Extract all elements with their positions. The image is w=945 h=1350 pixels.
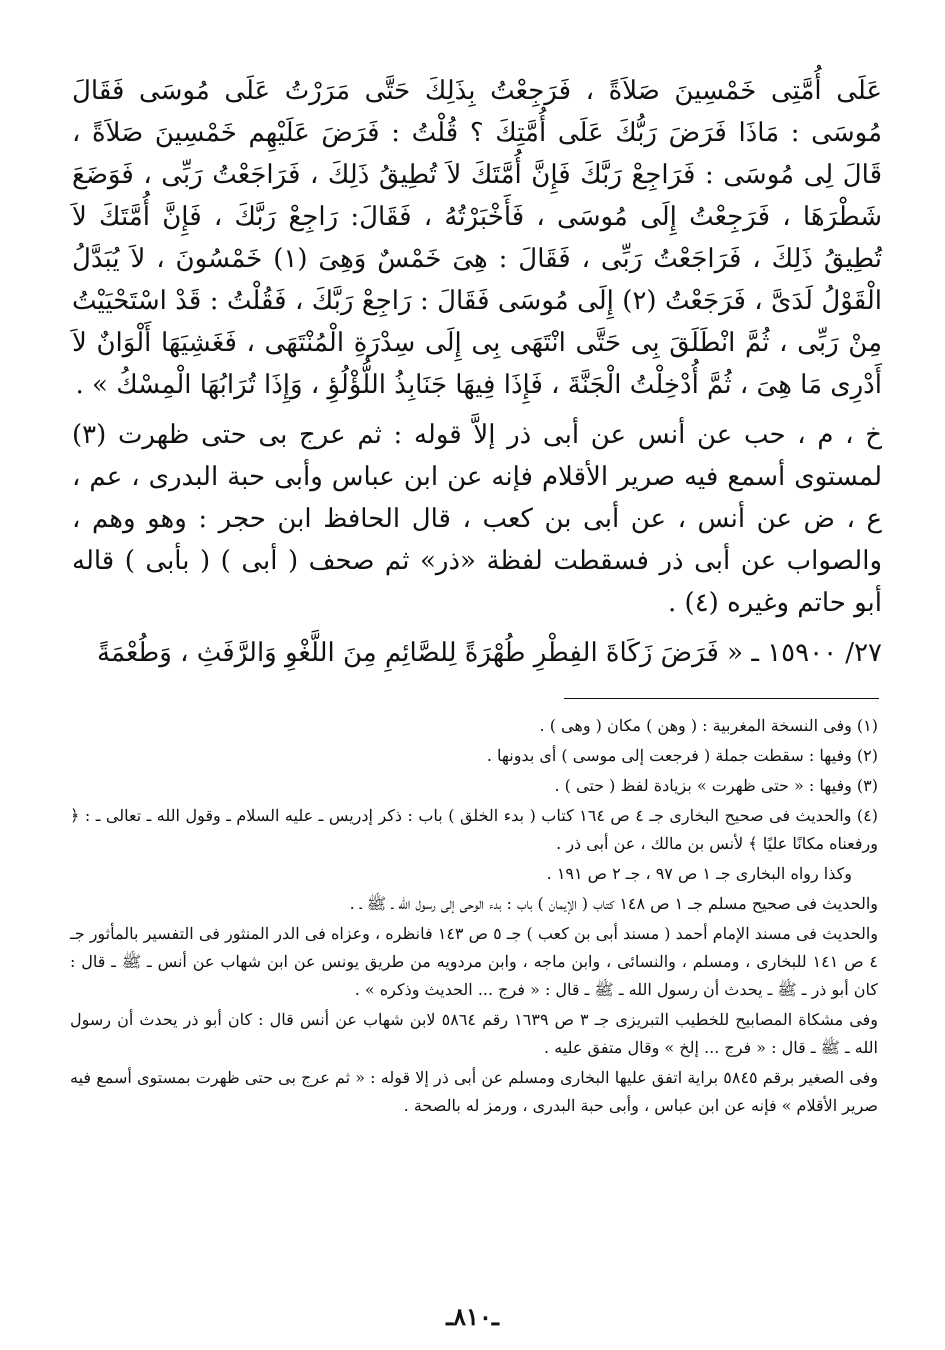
hadith-continuation: عَلَى أُمَّتِى خَمْسِينَ صَلاَةً ، فَرَجِعْتُ بِذَلِكَ حَتَّى مَرَرْتُ عَلَى مُوسَى فَقَالَ مُوسَى : مَاذَا فَرَضَ رَبُّكَ عَلَى أُمَّتِكَ ؟ قُلْتُ : فَرَضَ عَلَيْهِم خَمْسِينَ صَلاَةً ، قَالَ لِى مُوسَى : فَرَاجِعْ رَبَّكَ فَإِنَّ أُمَّتَكَ لاَ تُطِيقُ ذَلِكَ ، فَرَاجَعْتُ رَبِّى ، فَوَضَعَ شَطْرَهَا ، فَرَجِعْتُ إِلَى مُوسَى ، فَأَخْبَرْتُهُ ، فَقَالَ: رَاجِعْ رَبَّكَ ، فَإِنَّ أُمَّتَكَ لاَ تُطِيقُ ذَلِكَ ، فَرَاجَعْتُ رَبِّى ، فَقَالَ : هِىَ خَمْسٌ وَهِىَ (١) خَمْسُونَ ، لاَ يُبَدَّلُ الْقَوْلُ لَدَىَّ ، فَرَجَعْتُ (٢) إِلَى مُوسَى فَقَالَ : رَاجِعْ رَبَّكَ ، فَقُلْتُ : قَدْ اسْتَحْيَيْتُ مِنْ رَبِّى ، ثُمَّ انْطَلَقَ بِى حَتَّى انْتَهَى بِى إِلَى سِدْرَةِ الْمُنْتَهَى ، فَغَشِيَهَا أَلْوَانٌ لاَ أَدْرِى مَا هِىَ ، ثُمَّ أُدْخِلْتُ الْجَنَّةَ ، فَإِذَا فِيهَا جَنَابِذُ اللُّؤْلُؤِ ، وَإِذَا تُرَابُهَا الْمِسْكُ » .: [72, 76, 882, 400]
footnotes: [70, 712, 878, 1122]
commentary-paragraph: خ ، م ، حب عن أنس عن أبى ذر إلاَّ قوله : ثم عرج بى حتى ظهرت (٣) لمستوى أسمع فيه صرير الأقلام فإنه عن ابن عباس وأبى حبة البدرى ، عم ، ع ، ض عن أنس ، عن أبى بن كعب ، قال الحافظ ابن حجر : وهو وهم ، والصواب عن أبى ذر فسقطت لفظة «ذر» ثم صحف ( أبى ) ( بأبى ) قاله أبو حاتم وغيره (٤) .: [72, 420, 882, 618]
footnote-3: (٣) وفيها : « حتى ظهرت » بزيادة لفظ ( حتى ) .: [554, 776, 878, 795]
footnote-2: (٢) وفيها : سقطت جملة ( فرجعت إلى موسى ) أى بدونها .: [486, 746, 878, 765]
main-text: [72, 68, 882, 682]
footnote-1: (١) وفى النسخة المغربية : ( وهن ) مكان ( وهى ) .: [539, 716, 878, 735]
footnote-4: (٤) والحديث فى صحيح البخارى جـ ٤ ص ١٦٤ كتاب ( بدء الخلق ) باب : ذكر إدريس ـ عليه السلام ـ وقول الله ـ تعالى ـ : ﴿ ورفعناه مكانًا عليًا ﴾ لأنس بن مالك ، عن أبى ذر .: [70, 806, 878, 853]
page-number: ـ٨١٠ـ: [446, 1302, 499, 1331]
next-hadith: ٢٧/ ١٥٩٠٠ ـ « فَرَضَ زَكَاةَ الفِطْرِ طُهْرَةً لِلصَّائِمِ مِنَ اللَّغْوِ وَالرَّفَثِ ، وَطُعْمَةً: [97, 638, 882, 668]
footnote-4-muslim: والحديث فى صحيح مسلم جـ ١ ص ١٤٨ كتاب ( الإيمان ) باب : بدء الوحى إلى رسول الله ـ ﷺ ـ .: [349, 894, 878, 913]
footnote-4-saghir: وفى الصغير برقم ٥٨٤٥ براية اتفق عليها البخارى ومسلم عن أبى ذر إلا قوله : « ثم عرج بى حتى ظهرت بمستوى أسمع فيه صرير الأقلام » فإنه عن ابن عباس ، وأبى حبة البدرى ، ورمز له بالصحة .: [70, 1068, 878, 1115]
footnote-4-ahmad: والحديث فى مسند الإمام أحمد ( مسند أبى بن كعب ) جـ ٥ ص ١٤٣ فانظره ، وعزاه فى الدر المنثور فى التفسير بالمأثور جـ ٤ ص ١٤١ للبخارى ، ومسلم ، والنسائى ، وابن ماجه ، وابن مردويه من طريق يونس عن ابن شهاب عن أنس ـ ﷺ ـ قال : كان أبو ذر ـ ﷺ ـ يحدث أن رسول الله ـ ﷺ ـ قال : « فرج ... الحديث وذكره » .: [70, 924, 879, 999]
footnote-4-mishkat: وفى مشكاة المصابيح للخطيب التبريزى جـ ٣ ص ١٦٣٩ رقم ٥٨٦٤ لابن شهاب عن أنس قال : كان أبو ذر يحدث أن رسول الله ـ ﷺ ـ قال : « فرج ... إلخ » وقال متفق عليه .: [70, 1010, 879, 1057]
footnote-4-bukhari: وكذا رواه البخارى جـ ١ ص ٩٧ ، جـ ٢ ص ١٩١ .: [546, 864, 852, 883]
footnote-separator: [564, 698, 879, 699]
